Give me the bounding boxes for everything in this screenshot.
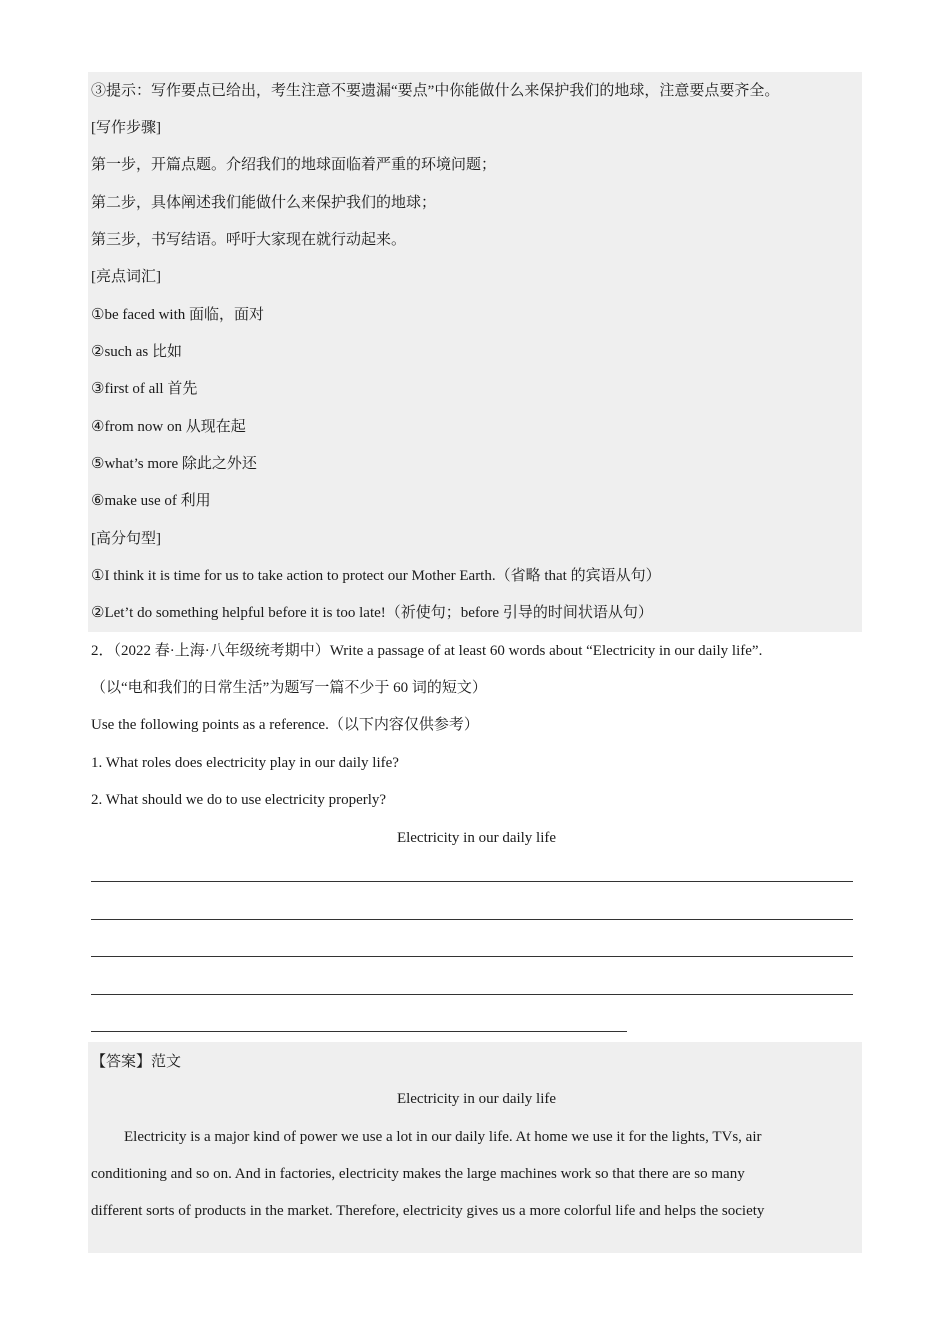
answer-line: Electricity is a major kind of power we use a lot in our daily life. At home we use it for the lights, TVs, air [124,1129,762,1145]
step-1: 第一步，开篇点题。介绍我们的地球面临着严重的环境问题； [91,157,497,173]
tips-note: ③提示：写作要点已给出，考生注意不要遗漏“要点”中你能做什么来保护我们的地球，注意要点要齐全。 [91,83,780,99]
answer-label: 【答案】范文 [91,1054,182,1070]
answer-shade [88,1042,862,1253]
vocab-item: ③first of all 首先 [91,381,198,397]
question-prompt: 2．（2022 春·上海·八年级统考期中）Write a passage of at least 60 words about “Electricity in our daily life”. [91,643,763,659]
writing-line[interactable] [91,956,853,957]
question-reference: Use the following points as a reference.（以下内容仅供参考） [91,717,479,733]
vocab-item: ①be faced with 面临，面对 [91,307,264,323]
answer-title: Electricity in our daily life [396,1091,557,1107]
vocab-item: ④from now on 从现在起 [91,419,246,435]
vocab-item: ⑥make use of 利用 [91,493,211,509]
step-2: 第二步，具体阐述我们能做什么来保护我们的地球； [91,195,437,211]
writing-line[interactable] [91,994,853,995]
writing-line[interactable] [91,919,853,920]
question-title: Electricity in our daily life [396,830,557,846]
sentence-item: ②Let’t do something helpful before it is too late!（祈使句；before 引导的时间状语从句） [91,605,653,621]
question-point: 1. What roles does electricity play in our daily life? [91,755,399,771]
step-3: 第三步，书写结语。呼吁大家现在就行动起来。 [91,232,407,248]
answer-line: different sorts of products in the market. Therefore, electricity gives us a more colorful life and helps the society [91,1203,765,1219]
question-prompt-cn: （以“电和我们的日常生活”为题写一篇不少于 60 词的短文） [91,680,487,696]
writing-line[interactable] [91,881,853,882]
vocab-header: [亮点词汇] [91,269,161,285]
vocab-item: ②such as 比如 [91,344,182,360]
answer-line: conditioning and so on. And in factories, electricity makes the large machines work so that there are so many [91,1166,745,1182]
sentence-header: [高分句型] [91,531,161,547]
steps-header: [写作步骤] [91,120,161,136]
writing-line[interactable] [91,1031,627,1032]
vocab-item: ⑤what’s more 除此之外还 [91,456,257,472]
question-point: 2. What should we do to use electricity properly? [91,792,387,808]
sentence-item: ①I think it is time for us to take action to protect our Mother Earth.（省略 that 的宾语从句） [91,568,661,584]
